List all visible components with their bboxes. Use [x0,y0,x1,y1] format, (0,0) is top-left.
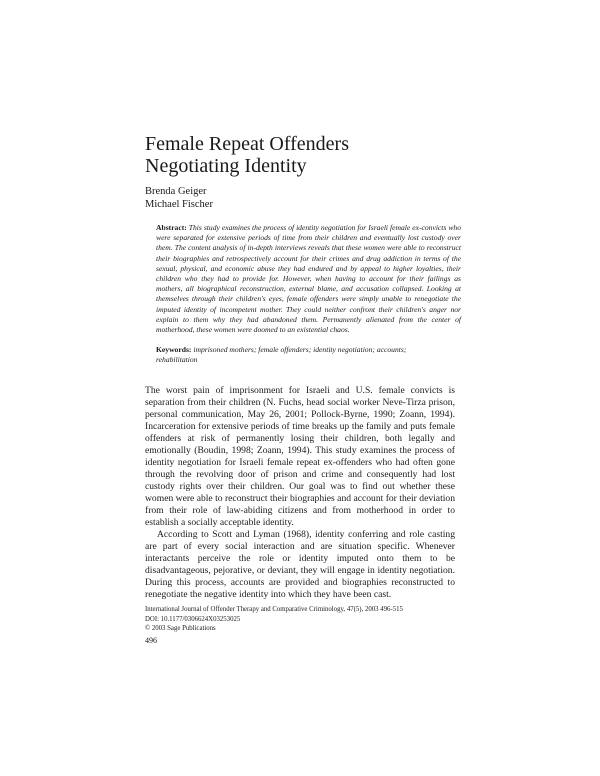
page-number: 496 [145,635,157,645]
abstract-text: This study examines the process of identity negotiation for Israeli female ex-convicts who were separated for extensive periods of time from their children and eventually lost custody over them. The content analysis of in-depth interviews reveals that these women were able to reconstruct their biographies and retrospectively account for their crimes and drug addiction in terms of the sexual, physical, and economic abuse they had endured and by appeal to higher loyalties, their children who they had to provide for. However, when having to account for their failings as mothers, all biographical reconstruction, external blame, and accusation collapsed. Looking at themselves through their children's eyes, female offenders were simply unable to renegotiate the imputed identity of incompetent mother. They could neither confront their children's anger nor explain to them why they had abandoned them. Permanently alienated from the center of motherhood, these women were doomed to an existential chaos. [156,223,462,335]
abstract [156,223,461,335]
article-title [145,133,475,177]
author-list [145,185,213,211]
keywords-text: imprisoned mothers; female offenders; identity negotiation; accounts; rehabilitation [156,345,407,365]
author-name: Michael Fischer [145,199,213,210]
keywords [156,345,436,365]
page-footer [145,605,465,645]
body-paragraph: According to Scott and Lyman (1968), identity conferring and role casting are part of every social interaction and are situation specific. Whenever interactants perceive the role or identity imputed onto them to be disadvantageous, pejorative, or deviant, they will engage in identity negotiation. During this process, accounts are provided and biographies reconstructed to renegotiate the negative identity into which they have been cast. [145,529,455,600]
author-name: Brenda Geiger [145,186,207,197]
copyright: © 2003 Sage Publications [145,625,216,632]
article-body [145,385,455,601]
abstract-label: Abstract: [156,223,187,232]
body-paragraph: The worst pain of imprisonment for Israeli and U.S. female convicts is separation from their children (N. Fuchs, head social worker Neve-Tirza prison, personal communication, May 26, 2001; Pollock-Byrne, 1990; Zoann, 1994). Incarceration for extensive periods of time breaks up the family and puts female offenders at risk of permanently losing their children, both legally and emotionally (Boudin, 1998; Zoann, 1994). This study examines the process of identity negotiation for Israeli female repeat ex-offenders who had often gone through the revolving door of prison and crime and consequently had lost custody rights over their children. Our goal was to find out whether these women were able to reconstruct their biographies and account for their deviation from their role of law-abiding citizens and from motherhood in order to establish a socially acceptable identity. [145,385,455,528]
title-line-1: Female Repeat Offenders [145,133,349,155]
doi: DOI: 10.1177/0306624X03253025 [145,615,241,623]
title-line-2: Negotiating Identity [145,155,307,177]
journal-citation: International Journal of Offender Therapy and Comparative Criminology, 47(5), 2003 496-515 [145,606,403,613]
keywords-label: Keywords: [156,345,192,354]
